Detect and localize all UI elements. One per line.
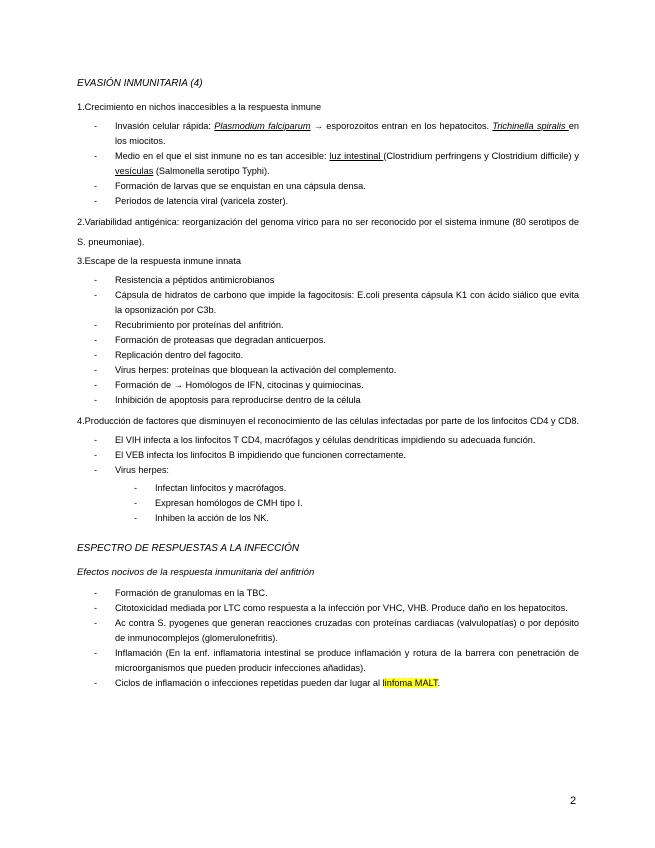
list-item: - Formación de → Homólogos de IFN, citocinas y quimiocinas. (94, 380, 364, 390)
list-item: - El VEB infecta los linfocitos B impidiendo que funcionen correctamente. (94, 450, 407, 460)
list-item: - Recubrimiento por proteínas del anfitrión. (94, 320, 284, 330)
list-item-3 (77, 273, 579, 408)
list-item: - Citotoxicidad mediada por LTC como respuesta a la infección por VHC, VHB. Produce daño en los hepatocitos. (94, 603, 568, 613)
list-item: - Periodos de latencia viral (varicela zoster). (94, 196, 289, 206)
list-item: - Inhiben la acción de los NK. (134, 513, 269, 523)
list-item: - Virus herpes: proteínas que bloquean la activación del complemento. (94, 365, 397, 375)
list-item: - Formación de granulomas en la TBC. (94, 588, 268, 598)
heading-item-2: 2.Variabilidad antigénica: reorganización del genoma vírico para no ser reconocido por el sistema inmune (80 serotipos de S. pneumoniae). (77, 217, 579, 247)
heading-item-1: 1.Crecimiento en nichos inaccesibles a la respuesta inmune (77, 102, 322, 112)
heading-item-3: 3.Escape de la respuesta inmune innata (77, 256, 241, 266)
heading-item-4: 4.Producción de factores que disminuyen el reconocimiento de las células infectadas por parte de los linfocitos CD4 y CD8. (77, 416, 580, 426)
term-plasmodium: Plasmodium falciparum (214, 121, 311, 131)
list-item: - Virus herpes: (94, 465, 169, 475)
list-item: - Ac contra S. pyogenes que generan reacciones cruzadas con proteínas cardiacas (valvulopatías) o por depósito de inmunocomplejos (glomerulonefritis). (94, 618, 579, 643)
list-item: - Resistencia a péptidos antimicrobianos (94, 275, 275, 285)
list-item: - Expresan homólogos de CMH tipo I. (134, 498, 303, 508)
list-item: - Formación de larvas que se enquistan en una cápsula densa. (94, 181, 366, 191)
list-item: - Invasión celular rápida: Plasmodium falciparum → esporozoitos entran en los hepatocitos. Trichinella spiralis en los miocitos. (94, 121, 579, 146)
section-title-evasion: EVASIÓN INMUNITARIA (4) (77, 78, 203, 89)
sub-list-herpes (77, 481, 579, 526)
list-item: - Medio en el que el sist inmune no es tan accesible: luz intestinal (Clostridium perfringens y Clostridium difficile) y vesículas (Salmonella serotipo Typhi). (94, 151, 580, 176)
list-item-1 (77, 119, 579, 209)
highlight-linfoma-malt: linfoma MALT (382, 678, 438, 688)
list-item: - Ciclos de inflamación o infecciones repetidas pueden dar lugar al linfoma MALT. (94, 678, 441, 688)
list-efectos-nocivos (77, 586, 579, 691)
term-luz-intestinal: luz intestinal (329, 151, 384, 161)
list-item: - Replicación dentro del fagocito. (94, 350, 244, 360)
list-item: - Formación de proteasas que degradan anticuerpos. (94, 335, 326, 345)
list-item: - Infectan linfocitos y macrófagos. (134, 483, 287, 493)
list-item: - Inflamación (En la enf. inflamatoria intestinal se produce inflamación y rotura de la barrera con penetración de microorganismos que pueden producir infecciones añadidas). (94, 648, 579, 673)
list-item: - El VIH infecta a los linfocitos T CD4, macrófagos y células dendríticas impidiendo su adecuada función. (94, 435, 536, 445)
term-vesiculas: vesículas (115, 166, 154, 176)
page-number: 2 (570, 795, 577, 807)
term-trichinella: Trichinella spiralis (492, 121, 569, 131)
list-item-4 (77, 433, 579, 478)
document-page (77, 76, 579, 694)
list-item: - Cápsula de hidratos de carbono que impide la fagocitosis: E.coli presenta cápsula K1 con ácido siálico que evita la opsonización por C3b. (94, 290, 579, 315)
section-subtitle: Efectos nocivos de la respuesta inmunitaria del anfitrión (77, 567, 315, 578)
list-item: - Inhibición de apoptosis para reproducirse dentro de la célula (94, 395, 361, 405)
section-title-espectro: ESPECTRO DE RESPUESTAS A LA INFECCIÓN (77, 543, 300, 554)
